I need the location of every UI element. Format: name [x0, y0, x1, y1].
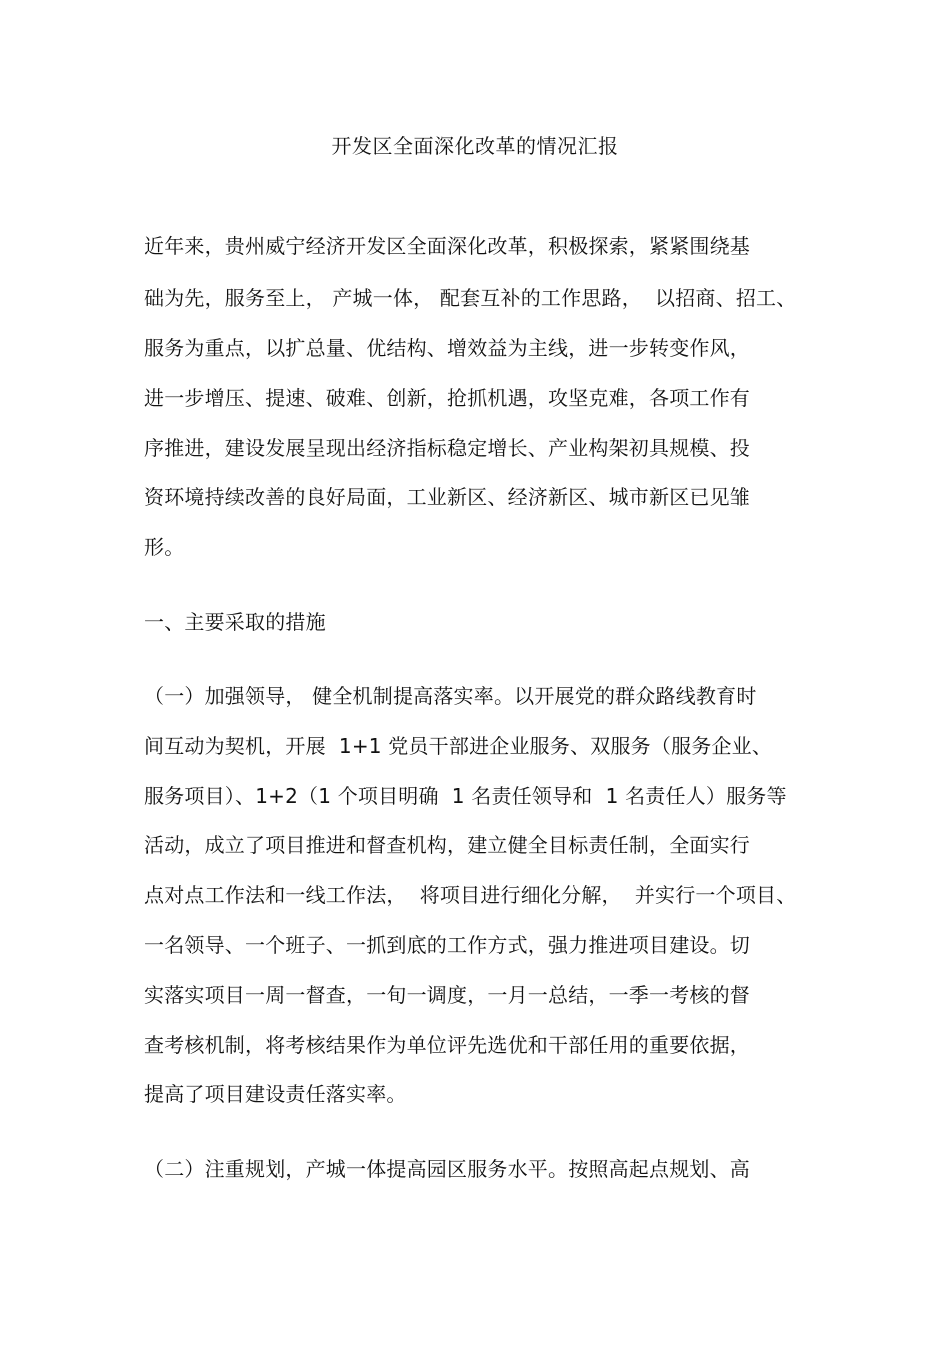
- document-title: 开发区全面深化改革的情况汇报: [331, 134, 619, 158]
- paragraph-line: 序推进，建设发展呈现出经济指标稳定增长、产业构架初具规模、投: [144, 436, 750, 460]
- section-heading: 一、主要采取的措施: [144, 610, 326, 634]
- paragraph-line: （一）加强领导， 健全机制提高落实率。以开展党的群众路线教育时: [144, 684, 757, 708]
- paragraph-line: 资环境持续改善的良好局面，工业新区、经济新区、城市新区已见雏: [144, 485, 750, 509]
- paragraph-line: 进一步增压、提速、破难、创新，抢抓机遇，攻坚克难，各项工作有: [144, 386, 750, 410]
- paragraph-line: 提高了项目建设责任落实率。: [144, 1082, 407, 1106]
- paragraph-line: 服务项目）、1+2（1 个项目明确 1 名责任领导和 1 名责任人）服务等: [144, 784, 787, 808]
- paragraph-line: （二）注重规划，产城一体提高园区服务水平。按照高起点规划、高: [144, 1157, 750, 1181]
- paragraph-line: 查考核机制，将考核结果作为单位评先选优和干部任用的重要依据，: [144, 1033, 750, 1057]
- paragraph-line: 实落实项目一周一督查，一旬一调度，一月一总结，一季一考核的督: [144, 983, 750, 1007]
- paragraph-line: 一名领导、一个班子、一抓到底的工作方式，强力推进项目建设。切: [144, 933, 750, 957]
- paragraph-line: 形。: [144, 535, 185, 559]
- paragraph-line: 间互动为契机，开展 1+1 党员干部进企业服务、双服务（服务企业、: [144, 734, 773, 758]
- paragraph-line: 点对点工作法和一线工作法， 将项目进行细化分解， 并实行一个项目、: [144, 883, 797, 907]
- paragraph-line: 近年来，贵州威宁经济开发区全面深化改革，积极探索，紧紧围绕基: [144, 234, 750, 258]
- paragraph-line: 础为先，服务至上， 产城一体， 配套互补的工作思路， 以招商、招工、: [144, 286, 797, 310]
- paragraph-line: 活动，成立了项目推进和督查机构，建立健全目标责任制，全面实行: [144, 833, 750, 857]
- paragraph-line: 服务为重点，以扩总量、优结构、增效益为主线，进一步转变作风，: [144, 336, 750, 360]
